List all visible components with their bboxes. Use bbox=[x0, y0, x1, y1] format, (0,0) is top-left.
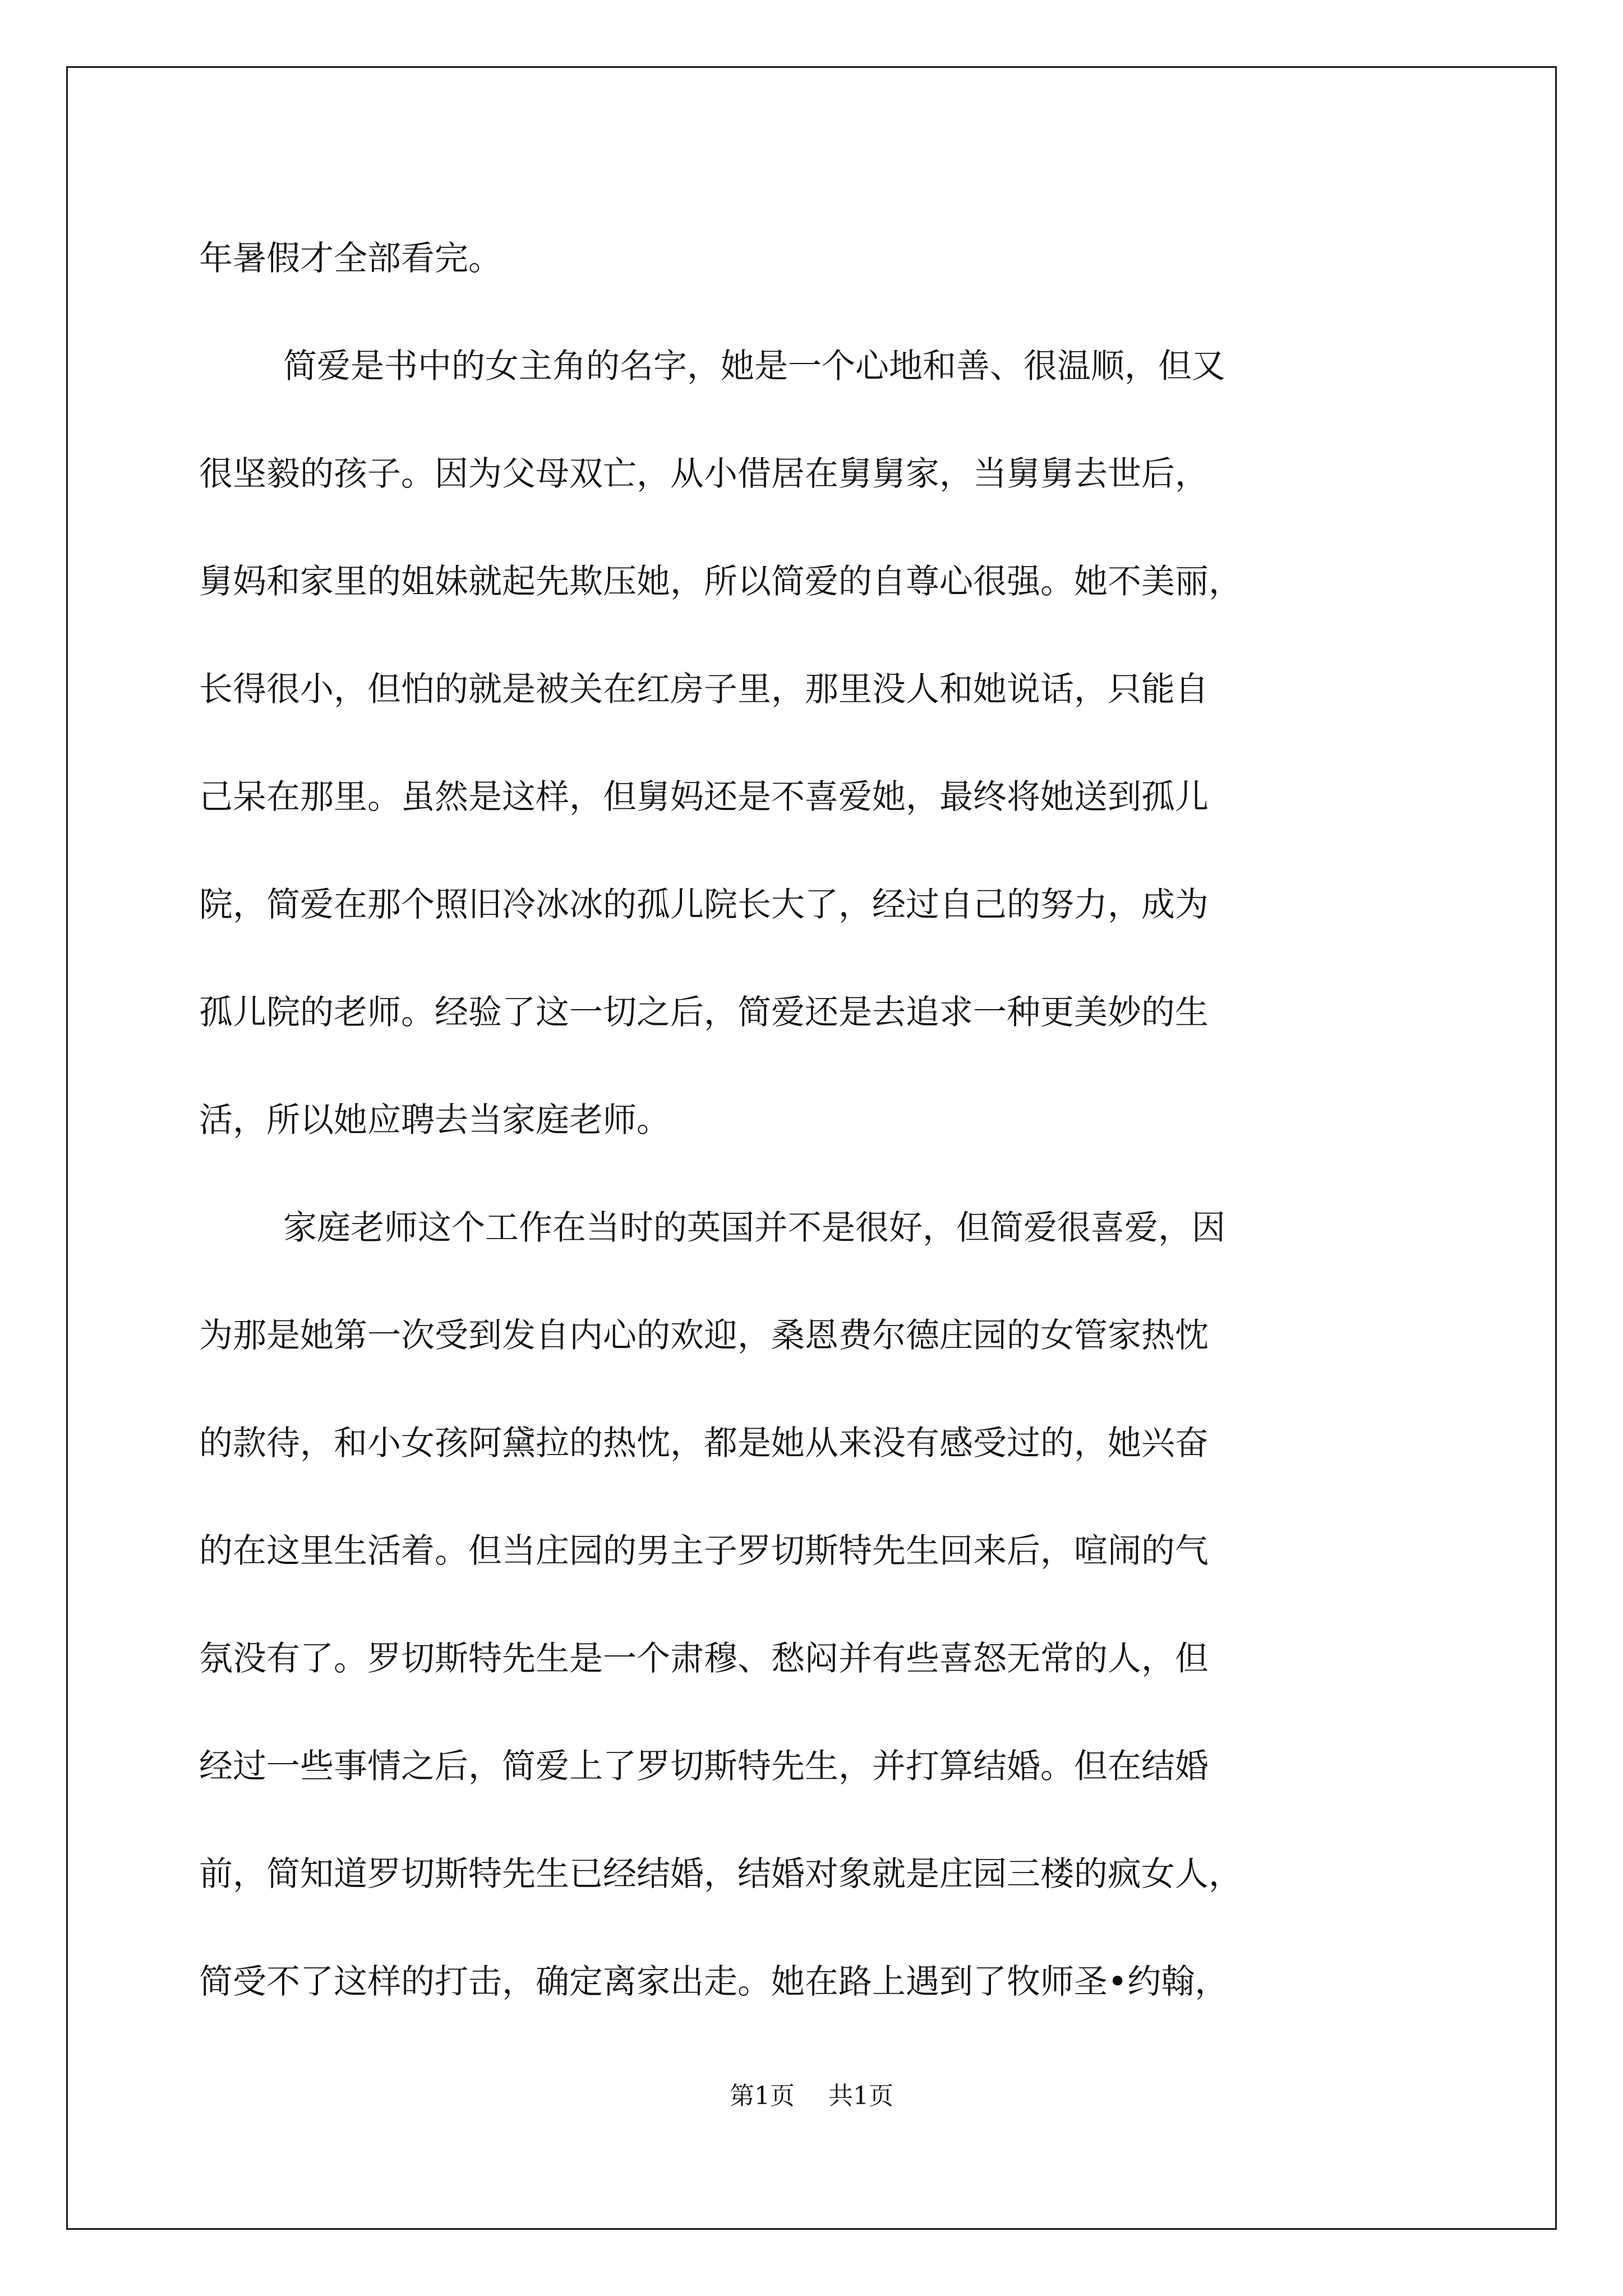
text-line: 院，简爱在那个照旧冷冰冰的孤儿院长大了，经过自己的努力，成为 bbox=[199, 885, 1209, 924]
page-number: 第1页 bbox=[730, 2082, 795, 2110]
text-line: 舅妈和家里的姐妹就起先欺压她，所以简爱的自尊心很强。她不美丽， bbox=[199, 562, 1242, 601]
text-line: 氛没有了。罗切斯特先生是一个肃穆、愁闷并有些喜怒无常的人，但 bbox=[199, 1639, 1209, 1678]
text-line: 年暑假才全部看完。 bbox=[199, 239, 502, 278]
text-line: 的在这里生活着。但当庄园的男主子罗切斯特先生回来后，喧闹的气 bbox=[199, 1531, 1209, 1571]
text-line: 简受不了这样的打击，确定离家出走。她在路上遇到了牧师圣•约翰， bbox=[199, 1962, 1229, 2001]
text-line: 很坚毅的孩子。因为父母双亡，从小借居在舅舅家，当舅舅去世后， bbox=[199, 454, 1209, 494]
text-line: 简爱是书中的女主角的名字，她是一个心地和善、很温顺，但又 bbox=[283, 347, 1225, 386]
text-line: 的款待，和小女孩阿黛拉的热忱，都是她从来没有感受过的，她兴奋 bbox=[199, 1424, 1209, 1463]
text-line: 家庭老师这个工作在当时的英国并不是很好，但简爱很喜爱，因 bbox=[283, 1208, 1225, 1248]
document-body bbox=[199, 208, 1433, 2039]
text-line: 孤儿院的老师。经验了这一切之后，简爱还是去追求一种更美妙的生 bbox=[199, 993, 1209, 1032]
text-line: 经过一些事情之后，简爱上了罗切斯特先生，并打算结婚。但在结婚 bbox=[199, 1747, 1209, 1786]
page-total: 共1页 bbox=[828, 2082, 893, 2110]
text-line: 己呆在那里。虽然是这样，但舅妈还是不喜爱她，最终将她送到孤儿 bbox=[199, 777, 1209, 817]
text-line: 长得很小，但怕的就是被关在红房子里，那里没人和她说话，只能自 bbox=[199, 670, 1209, 709]
text-line: 为那是她第一次受到发自内心的欢迎，桑恩费尔德庄园的女管家热忱 bbox=[199, 1316, 1209, 1355]
text-line: 活，所以她应聘去当家庭老师。 bbox=[199, 1101, 670, 1140]
text-line: 前，简知道罗切斯特先生已经结婚，结婚对象就是庄园三楼的疯女人， bbox=[199, 1855, 1242, 1894]
page-footer bbox=[0, 2076, 1623, 2111]
